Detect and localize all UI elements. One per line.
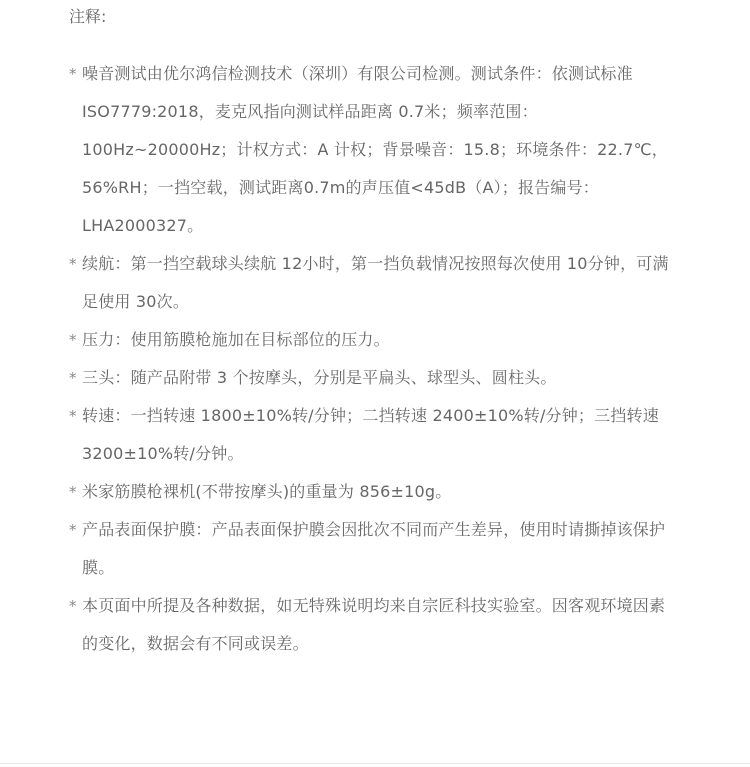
note-item-pressure (69, 321, 679, 359)
asterisk-icon: * (69, 65, 77, 83)
note-item-film (69, 511, 679, 587)
bottom-divider (0, 763, 750, 764)
asterisk-icon: * (69, 521, 77, 539)
asterisk-icon: * (69, 483, 77, 501)
asterisk-icon: * (69, 255, 77, 273)
note-item-data-source (69, 587, 679, 663)
notes-title: 注释: (69, 7, 107, 26)
note-item-noise (69, 55, 679, 245)
note-item-heads (69, 359, 679, 397)
note-text: 本页面中所提及各种数据，如无特殊说明均来自宗匠科技实验室。因客观环境因素的变化，数据会有不同或误差。 (82, 596, 666, 653)
notes-section (69, 0, 679, 663)
note-item-battery (69, 245, 679, 321)
asterisk-icon: * (69, 407, 77, 425)
note-text: 续航：第一挡空载球头续航 12小时，第一挡负载情况按照每次使用 10分钟，可满足使用 30次。 (82, 254, 669, 311)
note-text: 压力：使用筋膜枪施加在目标部位的压力。 (82, 330, 390, 349)
asterisk-icon: * (69, 331, 77, 349)
note-text: 噪音测试由优尔鸿信检测技术（深圳）有限公司检测。测试条件：依测试标准ISO7779:2018，麦克风指向测试样品距离 0.7米；频率范围：100Hz~20000Hz；计权方式：A 计权；背景噪音：15.8；环境条件：22.7℃，56%RH；一挡空载，测试距离0.7m的声压值<45dB（A）；报告编号：LHA2000327。 (82, 64, 668, 235)
asterisk-icon: * (69, 597, 77, 615)
note-text: 三头：随产品附带 3 个按摩头，分别是平扁头、球型头、圆柱头。 (82, 368, 557, 387)
note-text: 产品表面保护膜：产品表面保护膜会因批次不同而产生差异，使用时请撕掉该保护膜。 (82, 520, 666, 577)
note-text: 转速：一挡转速 1800±10%转/分钟；二挡转速 2400±10%转/分钟；三挡转速 3200±10%转/分钟。 (82, 406, 659, 463)
note-item-speed (69, 397, 679, 473)
note-text: 米家筋膜枪裸机(不带按摩头)的重量为 856±10g。 (82, 482, 452, 501)
asterisk-icon: * (69, 369, 77, 387)
note-item-weight (69, 473, 679, 511)
notes-list (69, 55, 679, 663)
